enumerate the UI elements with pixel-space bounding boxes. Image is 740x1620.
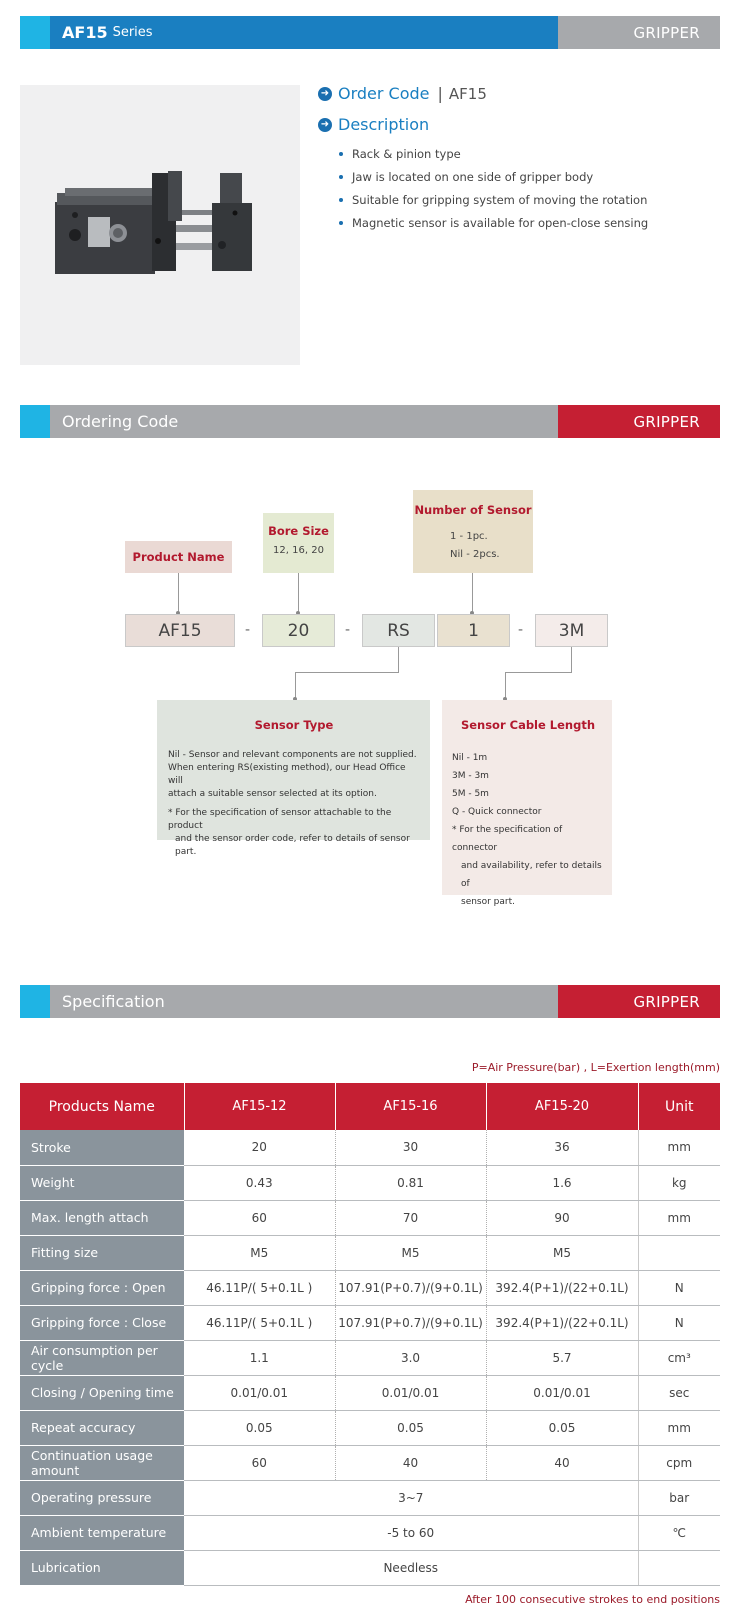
table-row [20,1375,720,1410]
row-label: Gripping force : Open [20,1270,184,1305]
series-title [50,16,558,49]
sensor-type-box: Sensor Type Nil - Sensor and relevant components are not supplied. When entering RS(existing method), our Head Office will attach a suitable sensor selected at its option. * For the specification of sensor attachable to the product and the sensor order code, refer to details of sensor part. [157,700,430,840]
specification-bar [20,985,720,1018]
row-label: Stroke [20,1130,184,1165]
row-label: Gripping force : Close [20,1305,184,1340]
value-cell: Needless [184,1550,638,1585]
model-name: AF15 [62,23,108,42]
table-row [20,1200,720,1235]
value-cell: M5 [486,1235,638,1270]
table-row [20,1445,720,1480]
category-tag: GRIPPER [558,16,720,49]
value-cell: 392.4(P+1)/(22+0.1L) [486,1305,638,1340]
description-row [318,115,429,134]
value-cell: M5 [335,1235,486,1270]
list-item: Magnetic sensor is available for open-close sensing [339,211,648,234]
spec-note-bottom: After 100 consecutive strokes to end positions [465,1593,720,1606]
value-cell: 0.05 [335,1410,486,1445]
unit-cell: N [638,1270,720,1305]
row-label: Fitting size [20,1235,184,1270]
value-cell: 40 [335,1445,486,1480]
section-title: Ordering Code [50,405,558,438]
spec-table [20,1083,720,1586]
value-cell: 60 [184,1445,335,1480]
header-unit: Unit [638,1083,720,1130]
unit-cell: kg [638,1165,720,1200]
bullet-icon [339,175,343,179]
table-row [20,1165,720,1200]
value-cell: 0.81 [335,1165,486,1200]
value-cell: 70 [335,1200,486,1235]
table-row [20,1480,720,1515]
value-cell: 107.91(P+0.7)/(9+0.1L) [335,1305,486,1340]
number-of-sensor-box: Number of Sensor 1 - 1pc. Nil - 2pcs. [413,490,533,573]
row-label: Max. length attach [20,1200,184,1235]
order-code-row [318,84,487,103]
table-row [20,1305,720,1340]
value-cell: 1.6 [486,1165,638,1200]
product-image [20,85,300,365]
header-af15-16: AF15-16 [335,1083,486,1130]
list-item: Jaw is located on one side of gripper body [339,165,648,188]
value-cell: 46.11P/( 5+0.1L ) [184,1305,335,1340]
value-cell: 0.01/0.01 [486,1375,638,1410]
value-cell: 0.01/0.01 [335,1375,486,1410]
unit-cell: mm [638,1200,720,1235]
row-label: Closing / Opening time [20,1375,184,1410]
sensor-cable-box: Sensor Cable Length Nil - 1m 3M - 3m 5M - 5m Q - Quick connector * For the specification of connector and availability, refer to details of sensor part. [442,700,612,895]
description-label: Description [338,115,430,134]
value-cell: 60 [184,1200,335,1235]
header-accent [20,16,50,49]
value-cell: 40 [486,1445,638,1480]
table-row [20,1410,720,1445]
gripper-illustration [20,85,300,365]
spec-body [20,1130,720,1585]
unit-cell: cm³ [638,1340,720,1375]
order-code-value: AF15 [448,84,487,103]
code-product: AF15 [125,614,235,647]
bore-size-box: Bore Size 12, 16, 20 [263,513,334,573]
list-item: Suitable for gripping system of moving the rotation [339,188,648,211]
list-item: Rack & pinion type [339,142,648,165]
code-dash: - [518,622,524,638]
row-label: Lubrication [20,1550,184,1585]
arrow-circle-icon: ➜ [318,87,332,101]
header-af15-12: AF15-12 [184,1083,335,1130]
category-tag: GRIPPER [558,405,720,438]
value-cell: 20 [184,1130,335,1165]
unit-cell: cpm [638,1445,720,1480]
code-dash: - [245,622,251,638]
bullet-icon [339,152,343,156]
row-label: Ambient temperature [20,1515,184,1550]
category-tag: GRIPPER [558,985,720,1018]
spec-note-top: P=Air Pressure(bar) , L=Exertion length(mm) [471,1061,720,1074]
code-sensor-count: 1 [437,614,510,647]
row-label: Operating pressure [20,1480,184,1515]
unit-cell: mm [638,1410,720,1445]
series-header-bar [20,16,720,49]
header-af15-20: AF15-20 [486,1083,638,1130]
table-row [20,1235,720,1270]
code-sensor-type: RS [362,614,435,647]
value-cell: 90 [486,1200,638,1235]
code-bore: 20 [262,614,335,647]
unit-cell: ℃ [638,1515,720,1550]
value-cell: 5.7 [486,1340,638,1375]
value-cell: 0.05 [486,1410,638,1445]
code-cable: 3M [535,614,608,647]
unit-cell: bar [638,1480,720,1515]
code-dash: - [345,622,351,638]
table-row [20,1550,720,1585]
header-products-name: Products Name [20,1083,184,1130]
unit-cell: sec [638,1375,720,1410]
unit-cell: mm [638,1130,720,1165]
value-cell: 3.0 [335,1340,486,1375]
value-cell: M5 [184,1235,335,1270]
row-label: Repeat accuracy [20,1410,184,1445]
value-cell: 1.1 [184,1340,335,1375]
product-name-box: Product Name [125,541,232,573]
bullet-icon [339,221,343,225]
section-title: Specification [50,985,558,1018]
row-label: Weight [20,1165,184,1200]
value-cell: 0.01/0.01 [184,1375,335,1410]
unit-cell: N [638,1305,720,1340]
description-list [339,142,648,234]
value-cell: -5 to 60 [184,1515,638,1550]
value-cell: 3~7 [184,1480,638,1515]
series-label: Series [112,25,153,40]
table-row [20,1130,720,1165]
value-cell: 392.4(P+1)/(22+0.1L) [486,1270,638,1305]
value-cell: 46.11P/( 5+0.1L ) [184,1270,335,1305]
unit-cell [638,1550,720,1585]
value-cell: 30 [335,1130,486,1165]
unit-cell [638,1235,720,1270]
value-cell: 0.05 [184,1410,335,1445]
ordering-code-bar [20,405,720,438]
value-cell: 0.43 [184,1165,335,1200]
table-row [20,1270,720,1305]
table-row [20,1515,720,1550]
arrow-circle-icon: ➜ [318,118,332,132]
order-code-separator: | [437,84,443,103]
row-label: Air consumption per cycle [20,1340,184,1375]
table-header-row [20,1083,720,1130]
table-row [20,1340,720,1375]
value-cell: 107.91(P+0.7)/(9+0.1L) [335,1270,486,1305]
order-code-label: Order Code [338,84,430,103]
value-cell: 36 [486,1130,638,1165]
bullet-icon [339,198,343,202]
row-label: Continuation usage amount [20,1445,184,1480]
